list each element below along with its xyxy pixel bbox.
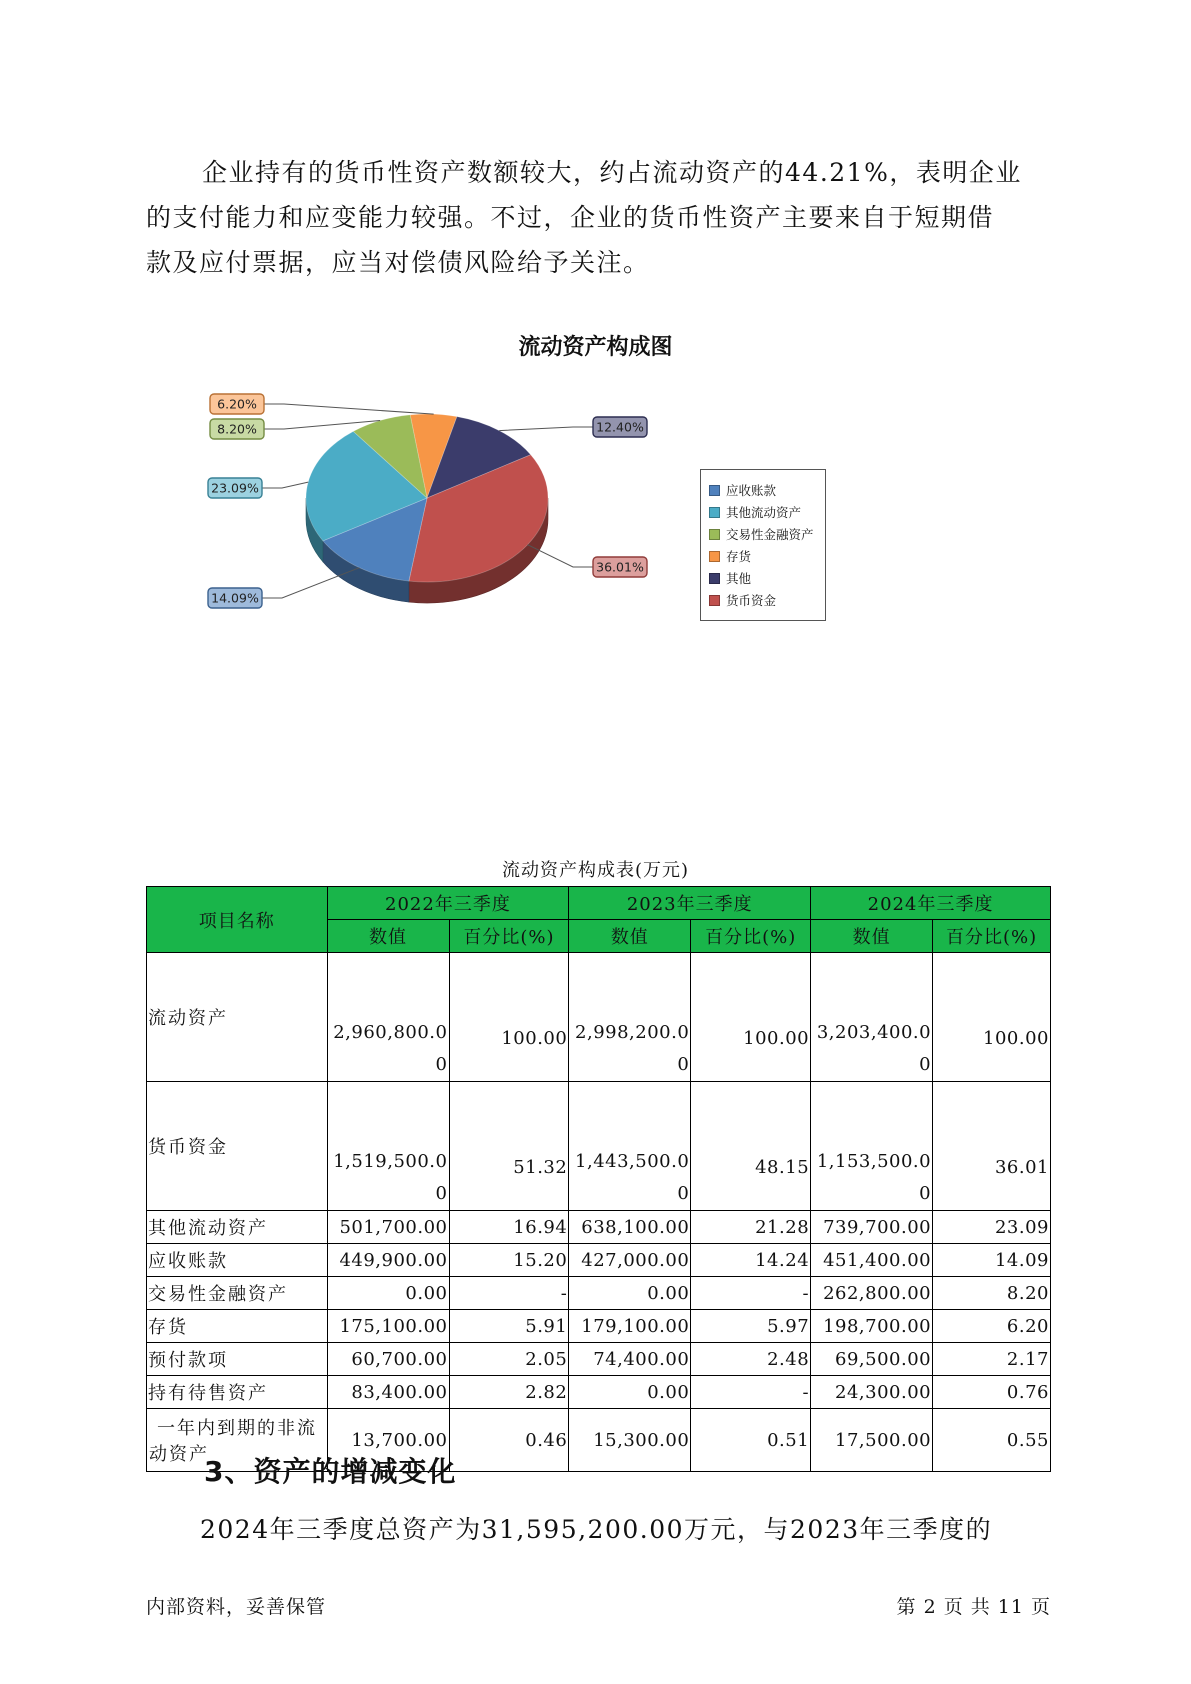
legend-label: 货币资金 xyxy=(726,593,777,608)
paragraph-line-1-text: 企业持有的货币性资产数额较大，约占流动资产的44.21%，表明企业 xyxy=(202,158,1022,187)
table-row xyxy=(147,1310,1051,1343)
footer-page-number: 第 2 页 共 11 页 xyxy=(896,1596,1051,1618)
cell-value: 2,960,800.0 0 xyxy=(327,953,449,1082)
cell-percent: 36.01 xyxy=(933,1082,1051,1211)
cell-value: 83,400.00 xyxy=(327,1376,449,1409)
callout-label: 6.20% xyxy=(217,396,257,412)
subheader-value: 数值 xyxy=(327,920,449,953)
cell-percent: 48.15 xyxy=(691,1082,811,1211)
cell-value: 0.00 xyxy=(327,1277,449,1310)
legend-label: 交易性金融资产 xyxy=(726,527,814,542)
cell-value: 427,000.00 xyxy=(569,1244,691,1277)
legend-item xyxy=(701,545,825,567)
table-caption: 流动资产构成表(万元) xyxy=(501,860,690,881)
row-name: 持有待售资产 xyxy=(147,1376,328,1409)
callout-label: 12.40% xyxy=(596,419,644,435)
cell-value: 13,700.00 xyxy=(327,1409,449,1472)
cell-value: 638,100.00 xyxy=(569,1211,691,1244)
cell-value: 262,800.00 xyxy=(811,1277,933,1310)
cell-percent: 0.46 xyxy=(449,1409,569,1472)
chart-title: 流动资产构成图 xyxy=(518,335,673,360)
cell-value: 1,519,500.0 0 xyxy=(327,1082,449,1211)
cell-percent: 16.94 xyxy=(449,1211,569,1244)
callout-line xyxy=(262,482,308,488)
cell-percent: 51.32 xyxy=(449,1082,569,1211)
chart-legend xyxy=(700,469,826,621)
cell-value: 198,700.00 xyxy=(811,1310,933,1343)
cell-percent: 14.24 xyxy=(691,1244,811,1277)
legend-item xyxy=(701,589,825,611)
cell-value: 0.00 xyxy=(569,1376,691,1409)
cell-percent: - xyxy=(691,1376,811,1409)
section-heading: 3、资产的增减变化 xyxy=(204,1455,457,1488)
footer-confidential: 内部资料，妥善保管 xyxy=(146,1596,327,1618)
subheader-pct: 百分比(%) xyxy=(449,920,569,953)
table-row xyxy=(147,953,1051,1082)
pie-chart xyxy=(0,0,1191,660)
legend-label: 应收账款 xyxy=(726,483,777,498)
cell-percent: 6.20 xyxy=(933,1310,1051,1343)
cell-percent: 5.91 xyxy=(449,1310,569,1343)
cell-percent: 100.00 xyxy=(449,953,569,1082)
cell-value: 74,400.00 xyxy=(569,1343,691,1376)
subheader-value: 数值 xyxy=(569,920,691,953)
cell-value: 1,153,500.0 0 xyxy=(811,1082,933,1211)
legend-swatch xyxy=(709,529,720,540)
callout-label: 14.09% xyxy=(211,590,259,606)
legend-swatch xyxy=(709,551,720,562)
header-period-2024: 2024年三季度 xyxy=(811,887,1051,920)
paragraph-line-3: 款及应付票据，应当对偿债风险给予关注。 xyxy=(146,248,650,277)
cell-value: 24,300.00 xyxy=(811,1376,933,1409)
cell-value: 179,100.00 xyxy=(569,1310,691,1343)
cell-percent: 0.51 xyxy=(691,1409,811,1472)
table-row xyxy=(147,1277,1051,1310)
cell-percent: 2.17 xyxy=(933,1343,1051,1376)
row-name: 其他流动资产 xyxy=(147,1211,328,1244)
table-row xyxy=(147,1376,1051,1409)
cell-value: 2,998,200.0 0 xyxy=(569,953,691,1082)
paragraph-line-2: 的支付能力和应变能力较强。不过，企业的货币性资产主要来自于短期借 xyxy=(146,203,995,232)
header-item-name: 项目名称 xyxy=(147,887,328,953)
cell-value: 739,700.00 xyxy=(811,1211,933,1244)
subheader-pct: 百分比(%) xyxy=(691,920,811,953)
header-period-2022: 2022年三季度 xyxy=(327,887,569,920)
row-name: 交易性金融资产 xyxy=(147,1277,328,1310)
legend-item xyxy=(701,501,825,523)
cell-value: 15,300.00 xyxy=(569,1409,691,1472)
cell-percent: 5.97 xyxy=(691,1310,811,1343)
table-row xyxy=(147,1082,1051,1211)
legend-label: 存货 xyxy=(726,549,752,564)
legend-label: 其他流动资产 xyxy=(726,505,802,520)
section-text: 2024年三季度总资产为31,595,200.00万元，与2023年三季度的 xyxy=(200,1515,993,1544)
table-row xyxy=(147,1343,1051,1376)
cell-percent: 0.76 xyxy=(933,1376,1051,1409)
subheader-pct: 百分比(%) xyxy=(933,920,1051,953)
callout-label: 36.01% xyxy=(596,559,644,575)
cell-value: 449,900.00 xyxy=(327,1244,449,1277)
table-row xyxy=(147,1211,1051,1244)
cell-value: 0.00 xyxy=(569,1277,691,1310)
cell-percent: 100.00 xyxy=(933,953,1051,1082)
cell-percent: 100.00 xyxy=(691,953,811,1082)
callout-line xyxy=(499,427,593,431)
cell-percent: 14.09 xyxy=(933,1244,1051,1277)
row-name: 货币资金 xyxy=(147,1082,328,1211)
cell-value: 501,700.00 xyxy=(327,1211,449,1244)
legend-swatch xyxy=(709,485,720,496)
row-name: 流动资产 xyxy=(147,953,328,1082)
row-name: 预付款项 xyxy=(147,1343,328,1376)
legend-item xyxy=(701,567,825,589)
legend-item xyxy=(701,523,825,545)
current-assets-table xyxy=(146,886,1051,1472)
callout-line xyxy=(264,404,434,414)
cell-value: 1,443,500.0 0 xyxy=(569,1082,691,1211)
row-name: 存货 xyxy=(147,1310,328,1343)
callout-label: 23.09% xyxy=(211,480,259,496)
cell-percent: 8.20 xyxy=(933,1277,1051,1310)
cell-percent: - xyxy=(449,1277,569,1310)
table-row xyxy=(147,1244,1051,1277)
cell-percent: 15.20 xyxy=(449,1244,569,1277)
legend-swatch xyxy=(709,507,720,518)
header-period-2023: 2023年三季度 xyxy=(569,887,811,920)
cell-percent: 2.48 xyxy=(691,1343,811,1376)
row-name: 一年内到期的非流 动资产 xyxy=(147,1409,328,1472)
callout-label: 8.20% xyxy=(217,421,257,437)
legend-swatch xyxy=(709,595,720,606)
cell-percent: 0.55 xyxy=(933,1409,1051,1472)
cell-percent: 23.09 xyxy=(933,1211,1051,1244)
cell-percent: 2.05 xyxy=(449,1343,569,1376)
cell-value: 3,203,400.0 0 xyxy=(811,953,933,1082)
cell-value: 17,500.00 xyxy=(811,1409,933,1472)
cell-percent: 21.28 xyxy=(691,1211,811,1244)
cell-value: 69,500.00 xyxy=(811,1343,933,1376)
cell-percent: - xyxy=(691,1277,811,1310)
row-name: 应收账款 xyxy=(147,1244,328,1277)
cell-value: 451,400.00 xyxy=(811,1244,933,1277)
legend-item xyxy=(701,479,825,501)
subheader-value: 数值 xyxy=(811,920,933,953)
cell-value: 175,100.00 xyxy=(327,1310,449,1343)
cell-percent: 2.82 xyxy=(449,1376,569,1409)
cell-value: 60,700.00 xyxy=(327,1343,449,1376)
legend-swatch xyxy=(709,573,720,584)
legend-label: 其他 xyxy=(726,571,752,586)
